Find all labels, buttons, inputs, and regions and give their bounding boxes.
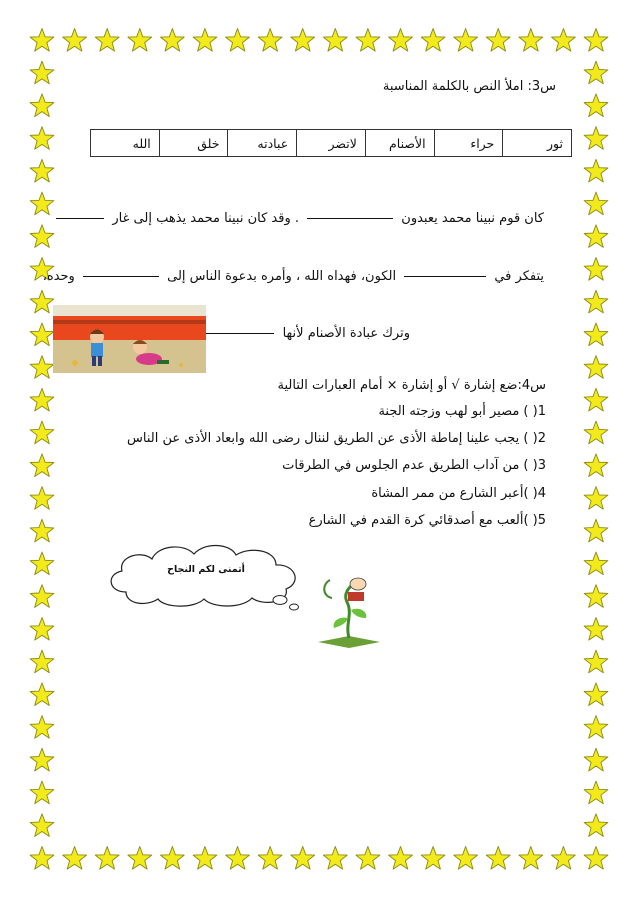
star-icon [584, 519, 608, 542]
answer-blank[interactable] [56, 218, 104, 219]
sentence-text: يتفكر في [494, 269, 544, 284]
star-icon [30, 618, 54, 641]
star-icon [486, 29, 510, 52]
star-icon [584, 159, 608, 182]
statement-item: 1( ) مصير أبو لهب وزجته الجنة [378, 404, 546, 419]
star-icon [258, 29, 282, 52]
star-icon [30, 61, 54, 84]
star-icon [584, 225, 608, 248]
star-icon [30, 94, 54, 117]
star-icon [30, 29, 54, 52]
star-icon [584, 716, 608, 739]
star-icon [584, 290, 608, 313]
star-icon [421, 847, 445, 870]
star-icon [519, 29, 543, 52]
star-icon [519, 847, 543, 870]
star-icon [63, 29, 87, 52]
answer-blank[interactable] [307, 218, 393, 219]
star-icon [30, 323, 54, 346]
star-icon [584, 258, 608, 281]
star-icon [30, 388, 54, 411]
star-icon [584, 683, 608, 706]
star-icon [95, 847, 119, 870]
word-bank-cell: لاتضر [297, 130, 366, 157]
star-icon [552, 847, 576, 870]
star-icon [584, 29, 608, 52]
star-icon [63, 847, 87, 870]
star-icon [30, 716, 54, 739]
star-icon [95, 29, 119, 52]
star-icon [30, 290, 54, 313]
star-icon [584, 847, 608, 870]
star-icon [584, 61, 608, 84]
word-bank-table [90, 129, 572, 157]
star-icon [584, 585, 608, 608]
word-bank-cell: الأصنام [365, 130, 434, 157]
star-icon [584, 388, 608, 411]
word-bank-cell: خلق [159, 130, 228, 157]
sentence-text: وحده، [42, 269, 75, 284]
sentence-text: كان قوم نبينا محمد يعبدون [401, 211, 544, 226]
word-bank-cell: ثور [503, 130, 572, 157]
question4-title: س4:ضع إشارة √ أو إشارة × أمام العبارات التالية [277, 378, 546, 393]
star-icon [454, 847, 478, 870]
star-icon [584, 487, 608, 510]
star-icon [226, 29, 250, 52]
fill-sentence-1 [52, 211, 544, 226]
statement-item: 4( )أعبر الشارع من ممر المشاة [371, 486, 546, 501]
star-icon [30, 454, 54, 477]
star-icon [30, 225, 54, 248]
star-icon [454, 29, 478, 52]
star-icon [30, 192, 54, 215]
star-icon [193, 847, 217, 870]
star-icon [128, 29, 152, 52]
star-icon [584, 127, 608, 150]
star-icon [486, 847, 510, 870]
star-icon [584, 192, 608, 215]
book-plant-illustration [312, 572, 386, 650]
star-icon [30, 585, 54, 608]
star-icon [584, 814, 608, 837]
star-icon [30, 781, 54, 804]
star-icon [161, 29, 185, 52]
star-icon [356, 847, 380, 870]
star-icon [161, 847, 185, 870]
answer-blank[interactable] [404, 276, 486, 277]
star-icon [584, 94, 608, 117]
star-icon [323, 29, 347, 52]
star-icon [584, 748, 608, 771]
star-icon [258, 847, 282, 870]
star-icon [584, 781, 608, 804]
star-icon [30, 814, 54, 837]
star-icon [30, 356, 54, 379]
word-bank-cell: حراء [434, 130, 503, 157]
star-icon [421, 29, 445, 52]
star-icon [30, 127, 54, 150]
star-icon [30, 748, 54, 771]
star-icon [552, 29, 576, 52]
star-icon [30, 650, 54, 673]
star-icon [30, 421, 54, 444]
cloud-text: أتمنى لكم النجاح [167, 564, 245, 575]
star-icon [323, 847, 347, 870]
star-icon [584, 650, 608, 673]
star-icon [584, 552, 608, 575]
star-icon [584, 421, 608, 444]
sentence-text: الكون، فهداه الله ، وأمره بدعوة الناس إلى [167, 269, 397, 284]
thought-cloud [102, 540, 310, 612]
fill-sentence-2 [43, 269, 544, 284]
star-icon [291, 847, 315, 870]
star-icon [226, 847, 250, 870]
star-icon [30, 847, 54, 870]
star-icon [584, 618, 608, 641]
answer-blank[interactable] [83, 276, 159, 277]
star-icon [389, 29, 413, 52]
sentence-text: وترك عبادة الأصنام لأنها [282, 326, 410, 341]
star-icon [30, 487, 54, 510]
star-icon [128, 847, 152, 870]
word-bank-cell: عبادته [228, 130, 297, 157]
sentence-text: . وقد كان نبينا محمد يذهب إلى غار [112, 211, 299, 226]
word-bank-cell: الله [91, 130, 160, 157]
star-icon [356, 29, 380, 52]
star-icon [584, 356, 608, 379]
children-playing-illustration [53, 305, 206, 373]
star-icon [389, 847, 413, 870]
star-icon [30, 552, 54, 575]
star-icon [584, 454, 608, 477]
star-icon [30, 519, 54, 542]
statement-item: 3( ) من آداب الطريق عدم الجلوس في الطرقات [282, 458, 546, 473]
star-icon [30, 683, 54, 706]
star-icon [584, 323, 608, 346]
statement-item: 5( )ألعب مع أصدقائي كرة القدم في الشارع [308, 513, 546, 528]
statement-item: 2( ) يجب علينا إماطة الأذى عن الطريق لننال رضى الله وابعاد الأذى عن الناس [127, 431, 546, 446]
star-icon [291, 29, 315, 52]
question3-title: س3: املأ النص بالكلمة المناسبة [382, 79, 556, 94]
star-icon [193, 29, 217, 52]
cloud-shape [102, 540, 310, 612]
star-icon [30, 159, 54, 182]
